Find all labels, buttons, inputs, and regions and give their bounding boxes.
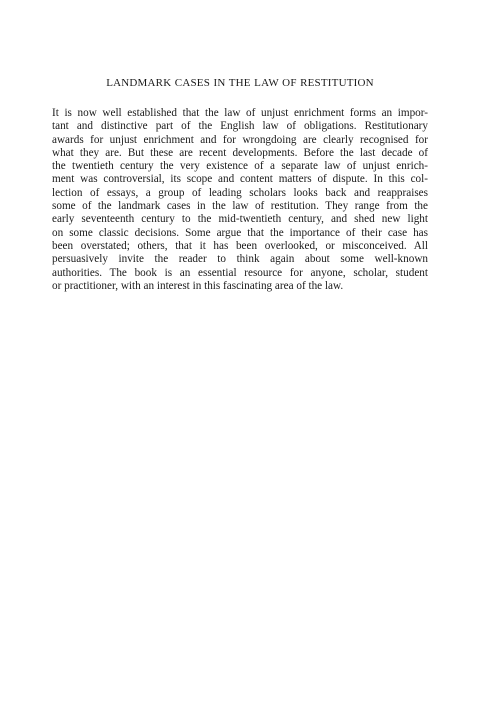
paragraph-line: what they are. But these are recent developments. Before the last decade of	[52, 146, 428, 159]
paragraph-line: lection of essays, a group of leading scholars looks back and reappraises	[52, 186, 428, 199]
paragraph-line: It is now well established that the law of unjust enrichment forms an impor-	[52, 107, 428, 119]
paragraph-line: ment was controversial, its scope and content matters of dispute. In this col-	[52, 173, 428, 186]
paragraph-line: been overstated; others, that it has been overlooked, or misconceived. All	[52, 239, 428, 252]
paragraph-line: on some classic decisions. Some argue that the importance of their case has	[52, 226, 428, 239]
paragraph-line: the twentieth century the very existence of a separate law of unjust enrich-	[52, 160, 428, 173]
paragraph-line: tant and distinctive part of the English law of obligations. Restitutionary	[52, 120, 428, 133]
page-title: LANDMARK CASES IN THE LAW OF RESTITUTION	[106, 77, 374, 89]
paragraph-line: some of the landmark cases in the law of restitution. They range from the	[52, 200, 428, 213]
paragraph-line: awards for unjust enrichment and for wrongdoing are clearly recognised for	[52, 133, 428, 146]
paragraph-line: early seventeenth century to the mid-twentieth century, and shed new light	[52, 213, 428, 226]
paragraph-line: or practitioner, with an interest in this fascinating area of the law.	[52, 279, 344, 292]
paragraph-line: authorities. The book is an essential resource for anyone, scholar, student	[52, 266, 428, 279]
description-paragraph	[52, 107, 428, 293]
paragraph-line: persuasively invite the reader to think again about some well-known	[52, 253, 428, 266]
